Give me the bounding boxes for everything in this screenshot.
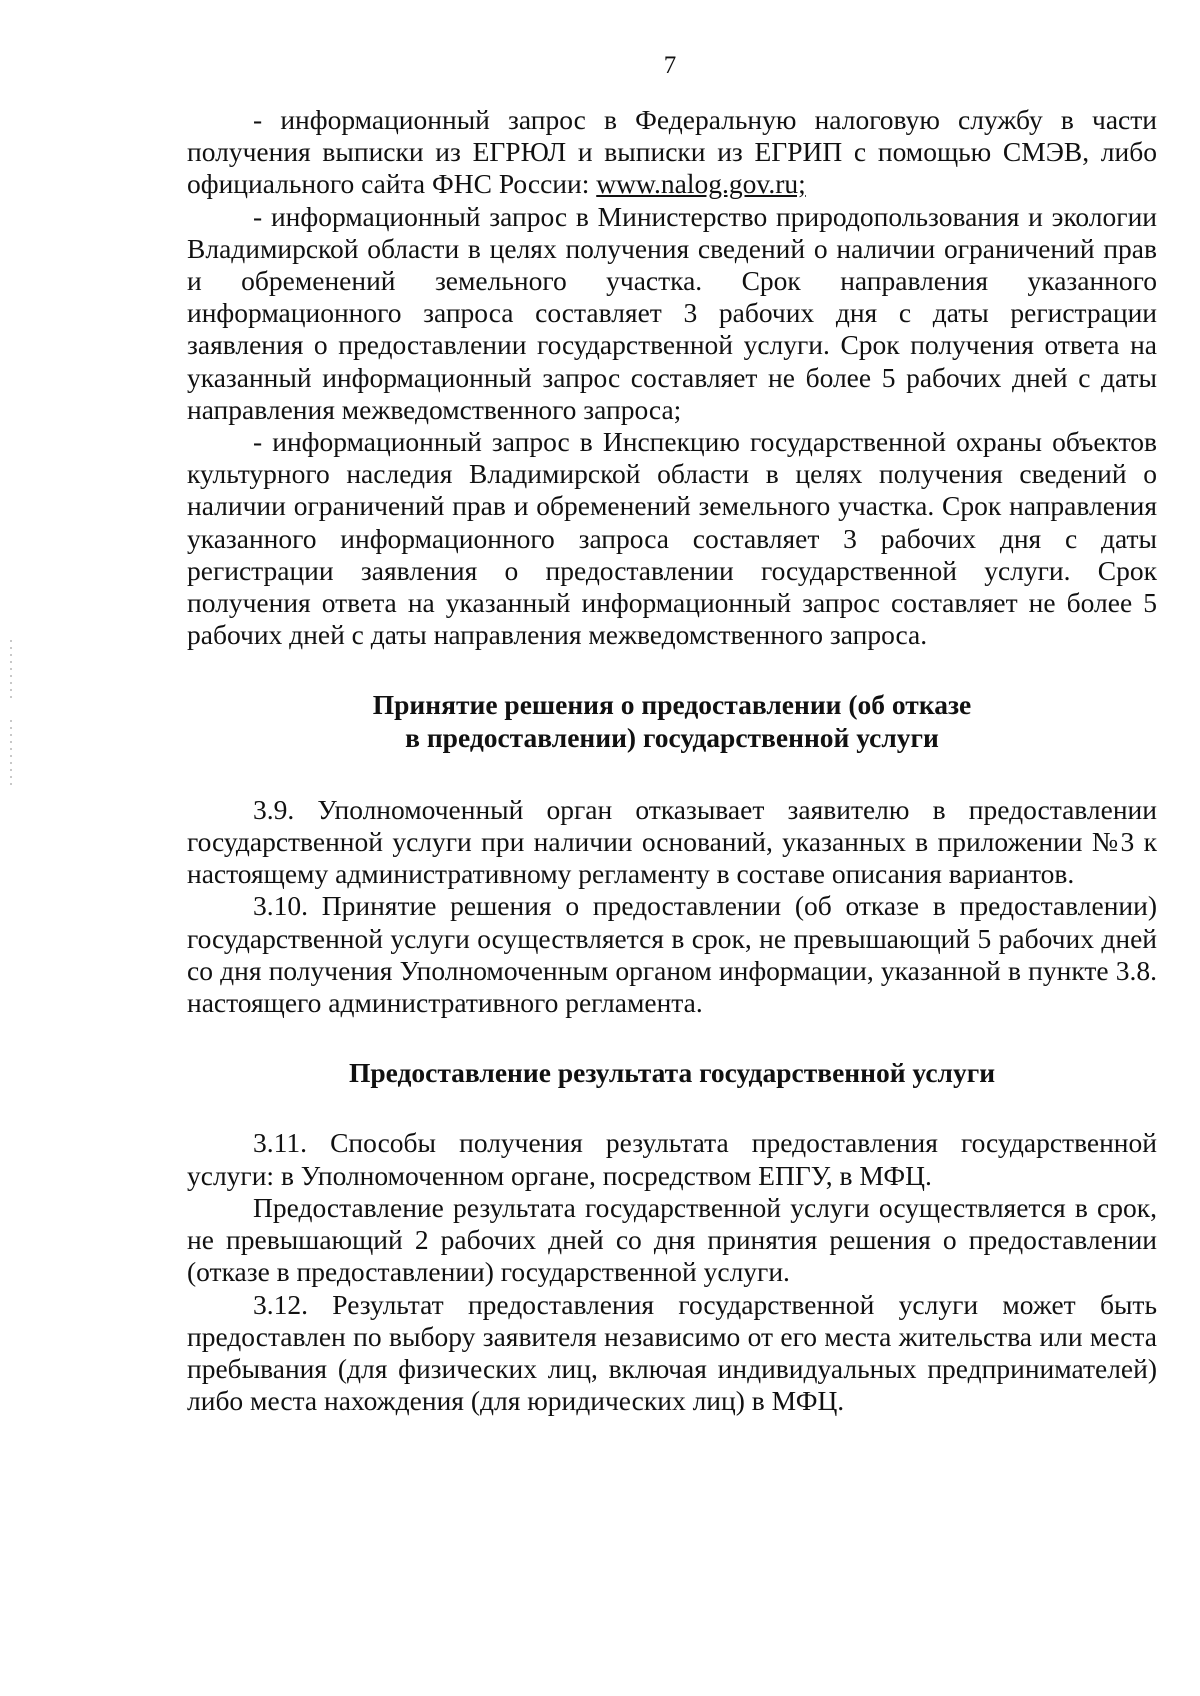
paragraph-ministry-request: - информационный запрос в Министерство природопользования и экологии Владимирской области в целях получения сведений о наличии ограничений прав и обременений земельного участка. Срок направления указанного информационного запроса составляет 3 рабочих дня с даты регистрации заявления о предоставлении государственной услуги. Срок получения ответа на указанный информационный запрос составляет не более 5 рабочих дней с даты направления межведомственного запроса;	[187, 200, 1157, 425]
document-body	[187, 104, 1157, 1417]
heading-line: в предоставлении) государственной услуги	[405, 721, 939, 753]
paragraph-3-10: 3.10. Принятие решения о предоставлении (об отказе в предоставлении) государственной услуги осуществляется в срок, не превышающий 5 рабочих дней со дня получения Уполномоченным органом информации, указанной в пункте 3.8. настоящего административного регламента.	[187, 890, 1157, 1019]
binding-mark	[10, 640, 12, 700]
paragraph-3-9: 3.9. Уполномоченный орган отказывает заявителю в предоставлении государственной услуги при наличии оснований, указанных в приложении №3 к настоящему административному регламенту в составе описания вариантов.	[187, 793, 1157, 890]
fns-website-link[interactable]: www.nalog.gov.ru;	[596, 168, 806, 200]
heading-line: Принятие решения о предоставлении (об отказе	[372, 689, 972, 721]
paragraph-3-12: 3.12. Результат предоставления государственной услуги может быть предоставлен по выбору заявителя независимо от его места жительства или места пребывания (для физических лиц, включая индивидуальных предпринимателей) либо места нахождения (для юридических лиц) в МФЦ.	[187, 1288, 1157, 1417]
section-heading-result: Предоставление результата государственной услуги	[348, 1057, 996, 1089]
paragraph-fns-request	[187, 104, 1157, 201]
binding-mark	[10, 720, 12, 790]
paragraph-inspection-request: - информационный запрос в Инспекцию государственной охраны объектов культурного наследия Владимирской области в целях получения сведений о наличии ограничений прав и обременений земельного участка. Срок направления указанного информационного запроса составляет 3 рабочих дня с даты регистрации заявления о предоставлении государственной услуги. Срок получения ответа на указанный информационный запрос составляет не более 5 рабочих дней с даты направления межведомственного запроса.	[187, 426, 1157, 651]
paragraph-text: - информационный запрос в Федеральную налоговую службу в части получения выписки из ЕГРЮЛ и выписки из ЕГРИП с помощью СМЭВ, либо официального сайта ФНС России:	[187, 104, 1157, 200]
section-heading-decision	[187, 689, 1157, 753]
paragraph-result-term: Предоставление результата государственной услуги осуществляется в срок, не превышающий 2 рабочих дней со дня принятия решения о предоставлении (отказе в предоставлении) государственной услуги.	[187, 1191, 1157, 1288]
page-number: 7	[663, 52, 677, 79]
paragraph-3-11: 3.11. Способы получения результата предоставления государственной услуги: в Уполномоченном органе, посредством ЕПГУ, в МФЦ.	[187, 1127, 1157, 1191]
